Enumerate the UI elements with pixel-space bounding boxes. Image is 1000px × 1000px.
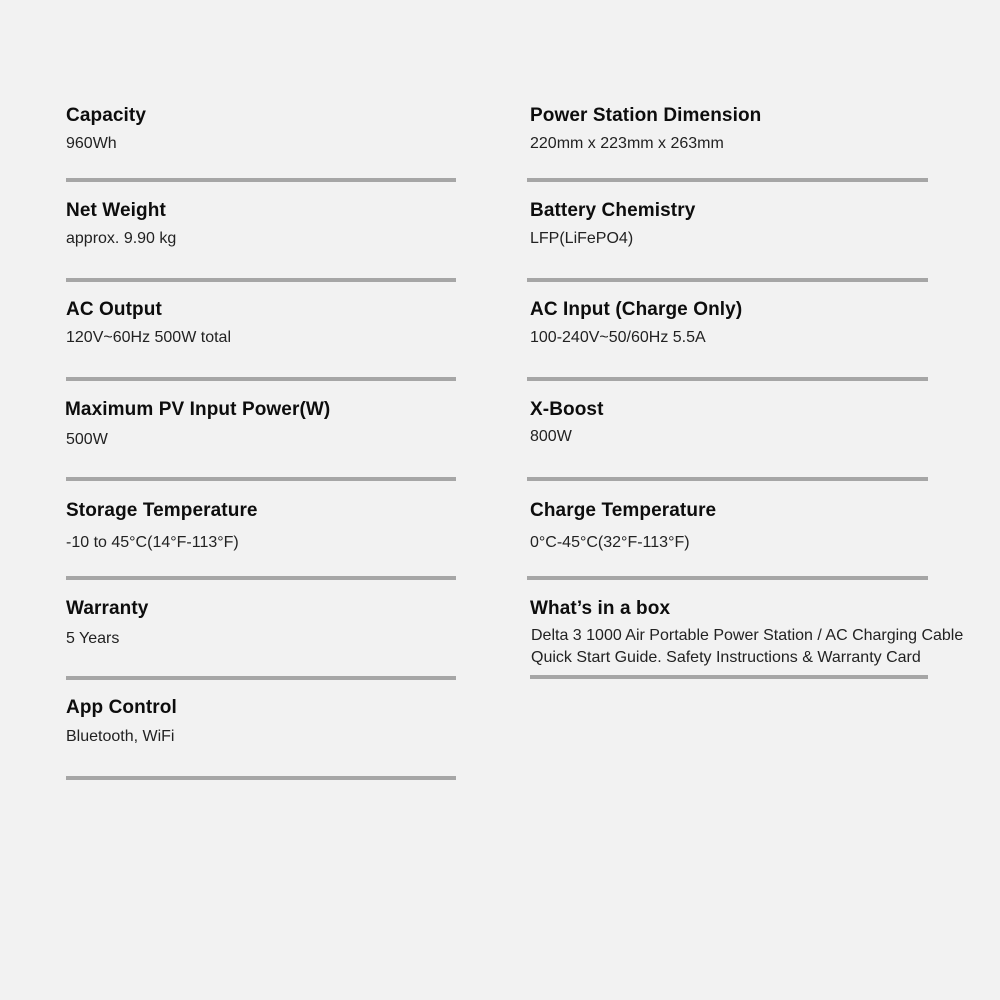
spec-value: 800W — [530, 428, 572, 445]
spec-value-line-2: Quick Start Guide. Safety Instructions & Warranty Card — [531, 649, 921, 666]
spec-value: 100-240V~50/60Hz 5.5A — [530, 329, 706, 346]
spec-value: 500W — [66, 431, 108, 448]
spec-label: Power Station Dimension — [530, 105, 762, 126]
spec-label: Storage Temperature — [66, 500, 258, 521]
spec-label: Warranty — [66, 598, 149, 619]
spec-value: 0°C-45°C(32°F-113°F) — [530, 534, 690, 551]
spec-label: Capacity — [66, 105, 147, 126]
spec-label: Battery Chemistry — [530, 200, 696, 221]
divider — [66, 377, 456, 381]
spec-label: Charge Temperature — [530, 500, 717, 521]
divider — [66, 676, 456, 680]
spec-label: AC Output — [66, 299, 162, 320]
divider — [530, 675, 928, 679]
spec-value: -10 to 45°C(14°F-113°F) — [66, 534, 239, 551]
divider — [527, 477, 928, 481]
divider — [527, 377, 928, 381]
spec-label: AC Input (Charge Only) — [530, 299, 743, 320]
divider — [527, 576, 928, 580]
spec-value: approx. 9.90 kg — [66, 230, 177, 247]
spec-label: X-Boost — [530, 399, 604, 420]
divider — [66, 477, 456, 481]
divider — [66, 776, 456, 780]
divider — [527, 278, 928, 282]
spec-value: 960Wh — [66, 135, 117, 152]
divider — [66, 178, 456, 182]
spec-value: 220mm x 223mm x 263mm — [530, 135, 724, 152]
spec-label: What’s in a box — [530, 598, 671, 619]
divider — [66, 278, 456, 282]
spec-value-line-1: Delta 3 1000 Air Portable Power Station / AC Charging Cable — [531, 627, 964, 644]
divider — [527, 178, 928, 182]
spec-value: Bluetooth, WiFi — [66, 728, 175, 745]
spec-label: Net Weight — [66, 200, 166, 221]
spec-label: App Control — [66, 697, 177, 718]
spec-value: LFP(LiFePO4) — [530, 230, 634, 247]
spec-value: 120V~60Hz 500W total — [66, 329, 231, 346]
divider — [66, 576, 456, 580]
spec-label: Maximum PV Input Power(W) — [65, 399, 331, 420]
spec-value: 5 Years — [66, 630, 120, 647]
